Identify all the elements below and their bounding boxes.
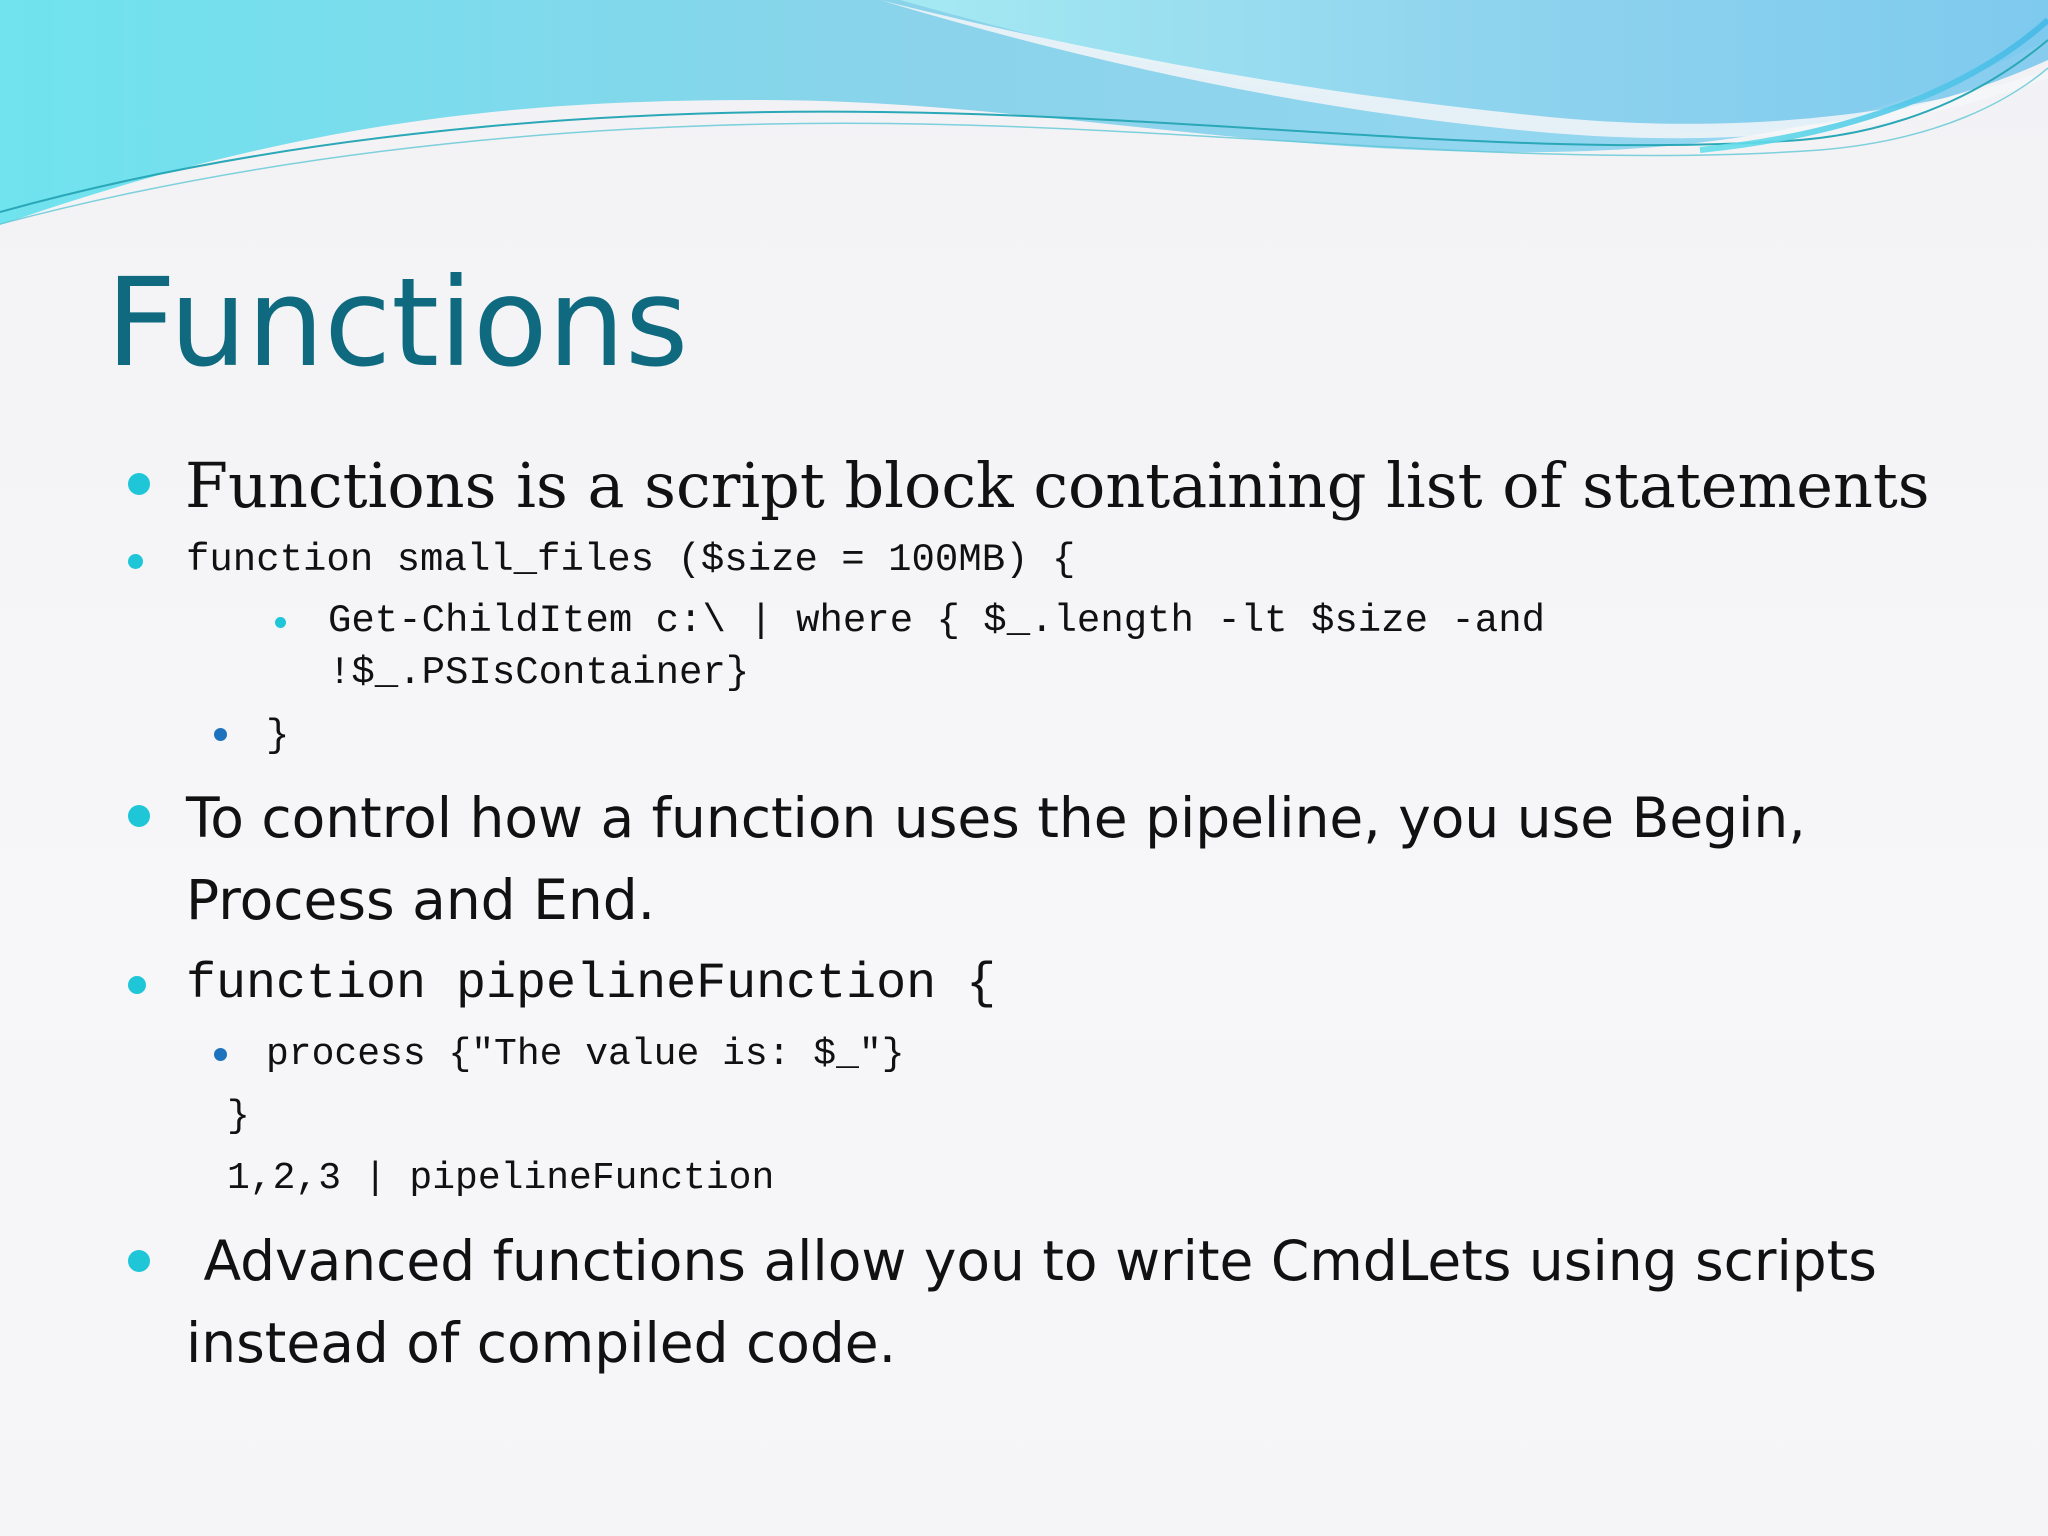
code-line: !$_.PSIsContainer} — [328, 651, 750, 695]
bullet-dot — [128, 554, 143, 569]
bullet-dot — [128, 1250, 150, 1272]
code-line: } — [266, 714, 290, 758]
bullet-text: Advanced functions allow you to write CmdLets using scripts — [186, 1229, 1877, 1293]
bullet-text: Process and End. — [186, 868, 656, 932]
bullet-dot — [275, 617, 286, 628]
bullet-text: Functions is a script block containing list of statements — [185, 449, 1930, 522]
header-wave-decoration — [0, 0, 2048, 240]
bullet-dot — [214, 728, 227, 741]
bullet-dot — [128, 805, 150, 827]
code-line: Get-ChildItem c:\ | where { $_.length -lt $size -and — [328, 599, 1545, 643]
code-line: } — [227, 1095, 250, 1138]
bullet-dot — [128, 473, 150, 495]
slide-title: Functions — [106, 252, 689, 394]
code-line: process {"The value is: $_"} — [266, 1033, 905, 1076]
bullet-dot — [214, 1048, 227, 1061]
code-line: function pipelineFunction { — [186, 956, 997, 1013]
bullet-text: instead of compiled code. — [186, 1311, 897, 1375]
code-line: function small_files ($size = 100MB) { — [186, 538, 1076, 582]
code-line: 1,2,3 | pipelineFunction — [227, 1157, 775, 1200]
bullet-dot — [128, 976, 146, 994]
bullet-text: To control how a function uses the pipeline, you use Begin, — [186, 786, 1806, 850]
